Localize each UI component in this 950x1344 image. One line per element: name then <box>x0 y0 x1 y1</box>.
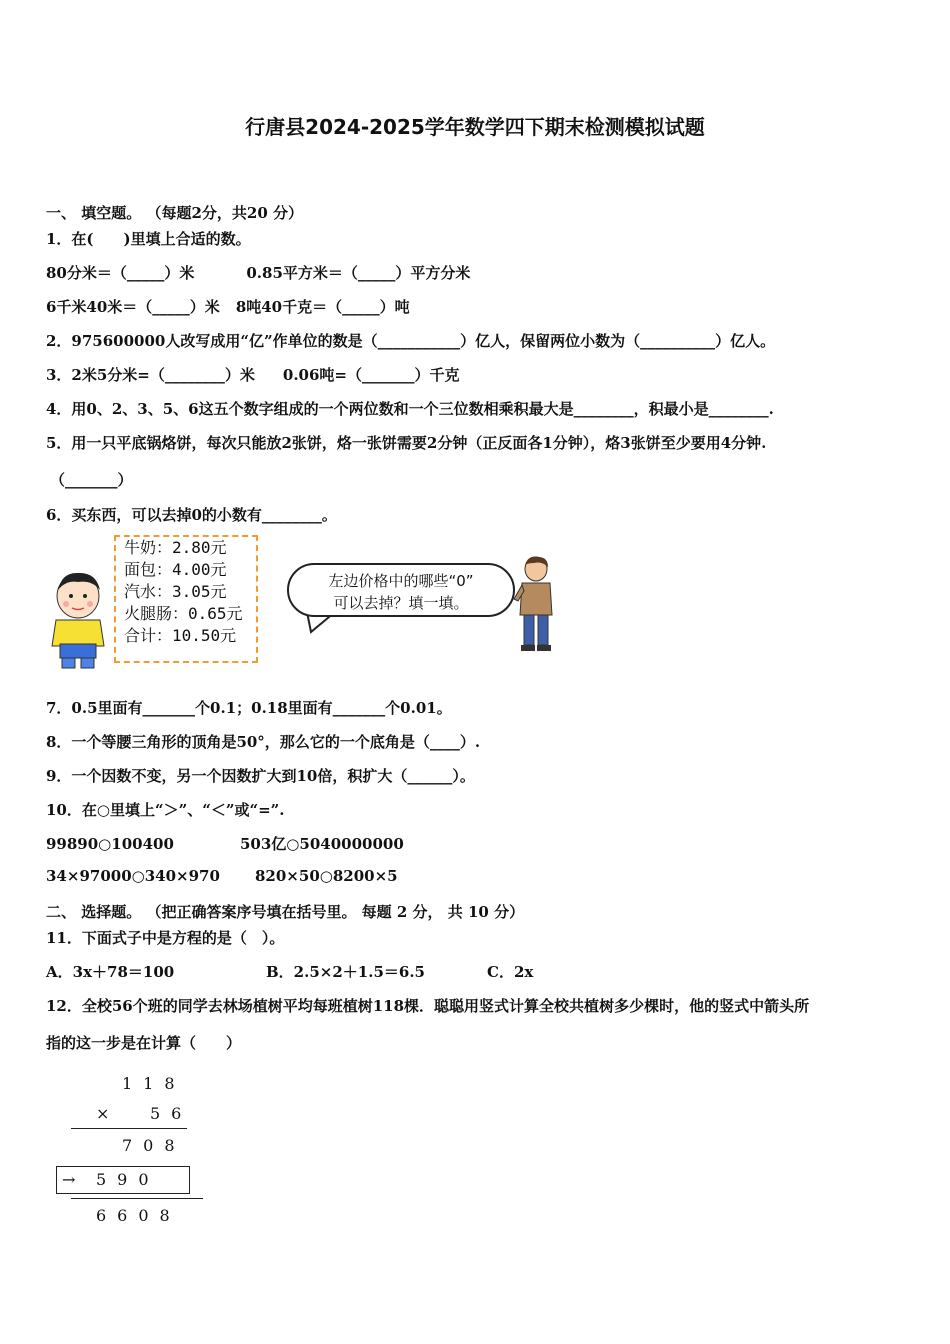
q12-line2: 指的这一步是在计算（ ） <box>46 1034 242 1052</box>
q11-option-c: C．2x <box>487 963 534 981</box>
q10-c: 34×97000○340×970 <box>46 867 220 885</box>
price-item: 面包：4.00元 <box>124 560 227 579</box>
q11-option-b: B．2.5×2＋1.5＝6.5 <box>266 963 425 981</box>
q12-line1: 12．全校56个班的同学去林场植树平均每班植树118棵．聪聪用竖式计算全校共植树多少棵时，他的竖式中箭头所 <box>46 997 810 1015</box>
calc-rule-1 <box>71 1128 187 1129</box>
bubble-line1: 左边价格中的哪些“0” <box>328 572 474 590</box>
q3-row <box>46 364 460 385</box>
q5-line1: 5．用一只平底锅烙饼，每次只能放2张饼，烙一张饼需要2分钟（正反面各1分钟），烙3张饼至少要用4分钟. <box>46 434 767 452</box>
price-item: 火腿肠：0.65元 <box>124 604 243 623</box>
q10-b: 503亿○5040000000 <box>240 835 404 853</box>
calc-times-sign: × <box>96 1104 121 1123</box>
speech-bubble <box>287 563 515 617</box>
man-illustration <box>512 555 558 653</box>
q3-a: 3．2米5分米=（________）米 <box>46 366 255 384</box>
vertical-multiplication <box>56 1070 216 1230</box>
q6-stem: 6．买东西，可以去掉0的小数有________。 <box>46 506 337 524</box>
q1-row1 <box>46 262 470 283</box>
q7: 7．0.5里面有_______个0.1；0.18里面有_______个0.01。 <box>46 699 452 717</box>
q1-d: 8吨40千克＝（_____）吨 <box>235 298 410 316</box>
q11-option-a: A．3x＋78＝100 <box>46 963 175 981</box>
calc-partial-1: 708 <box>122 1136 186 1155</box>
section1-heading: 一、 填空题。 （每题2分，共20 分） <box>46 204 303 222</box>
calc-rule-2 <box>71 1198 203 1199</box>
q10-row1 <box>46 833 404 854</box>
q1-stem: 1．在( )里填上合适的数。 <box>46 230 251 248</box>
calc-multiplier: 56 <box>150 1104 193 1123</box>
q10-a: 99890○100400 <box>46 835 174 853</box>
q1-b: 0.85平方米＝（_____）平方分米 <box>246 264 471 282</box>
price-item: 汽水：3.05元 <box>124 582 227 601</box>
q4: 4．用0、2、3、5、6这五个数字组成的一个两位数和一个三位数相乘积最大是________，积最小是________. <box>46 400 774 418</box>
q3-b: 0.06吨=（_______）千克 <box>282 366 460 384</box>
q1-c: 6千米40米＝（_____）米 <box>46 298 220 316</box>
bubble-line2: 可以去掉？填一填。 <box>333 594 469 612</box>
q2: 2．975600000人改写成用“亿”作单位的数是（___________）亿人，保留两位小数为（__________）亿人。 <box>46 332 776 350</box>
q10-d: 820×50○8200×5 <box>255 867 398 885</box>
boy-illustration <box>48 568 110 672</box>
page-title: 行唐县2024-2025学年数学四下期末检测模拟试题 <box>245 115 705 139</box>
price-total: 合计：10.50元 <box>124 626 237 645</box>
q8: 8．一个等腰三角形的顶角是50°，那么它的一个底角是（____）. <box>46 733 481 751</box>
q11-options <box>46 961 533 982</box>
calc-product: 6608 <box>96 1206 181 1225</box>
q9: 9．一个因数不变，另一个因数扩大到10倍，积扩大（______）。 <box>46 767 475 785</box>
price-item: 牛奶：2.80元 <box>124 538 227 557</box>
section2-heading: 二、 选择题。 （把正确答案序号填在括号里。 每题 2 分， 共 10 分） <box>46 903 525 921</box>
q1-row2 <box>46 296 410 317</box>
price-list <box>114 535 258 663</box>
q10-stem: 10．在○里填上“＞”、“＜”或“=”. <box>46 801 285 819</box>
q10-row2 <box>46 867 398 885</box>
q1-a: 80分米＝（_____）米 <box>46 264 195 282</box>
q5-line2: （_______） <box>50 471 133 489</box>
calc-multiplicand: 118 <box>122 1074 186 1093</box>
q11-stem: 11．下面式子中是方程的是（ ）。 <box>46 929 285 947</box>
calc-arrow: → <box>62 1170 87 1189</box>
calc-partial-2: 590 <box>96 1170 160 1189</box>
